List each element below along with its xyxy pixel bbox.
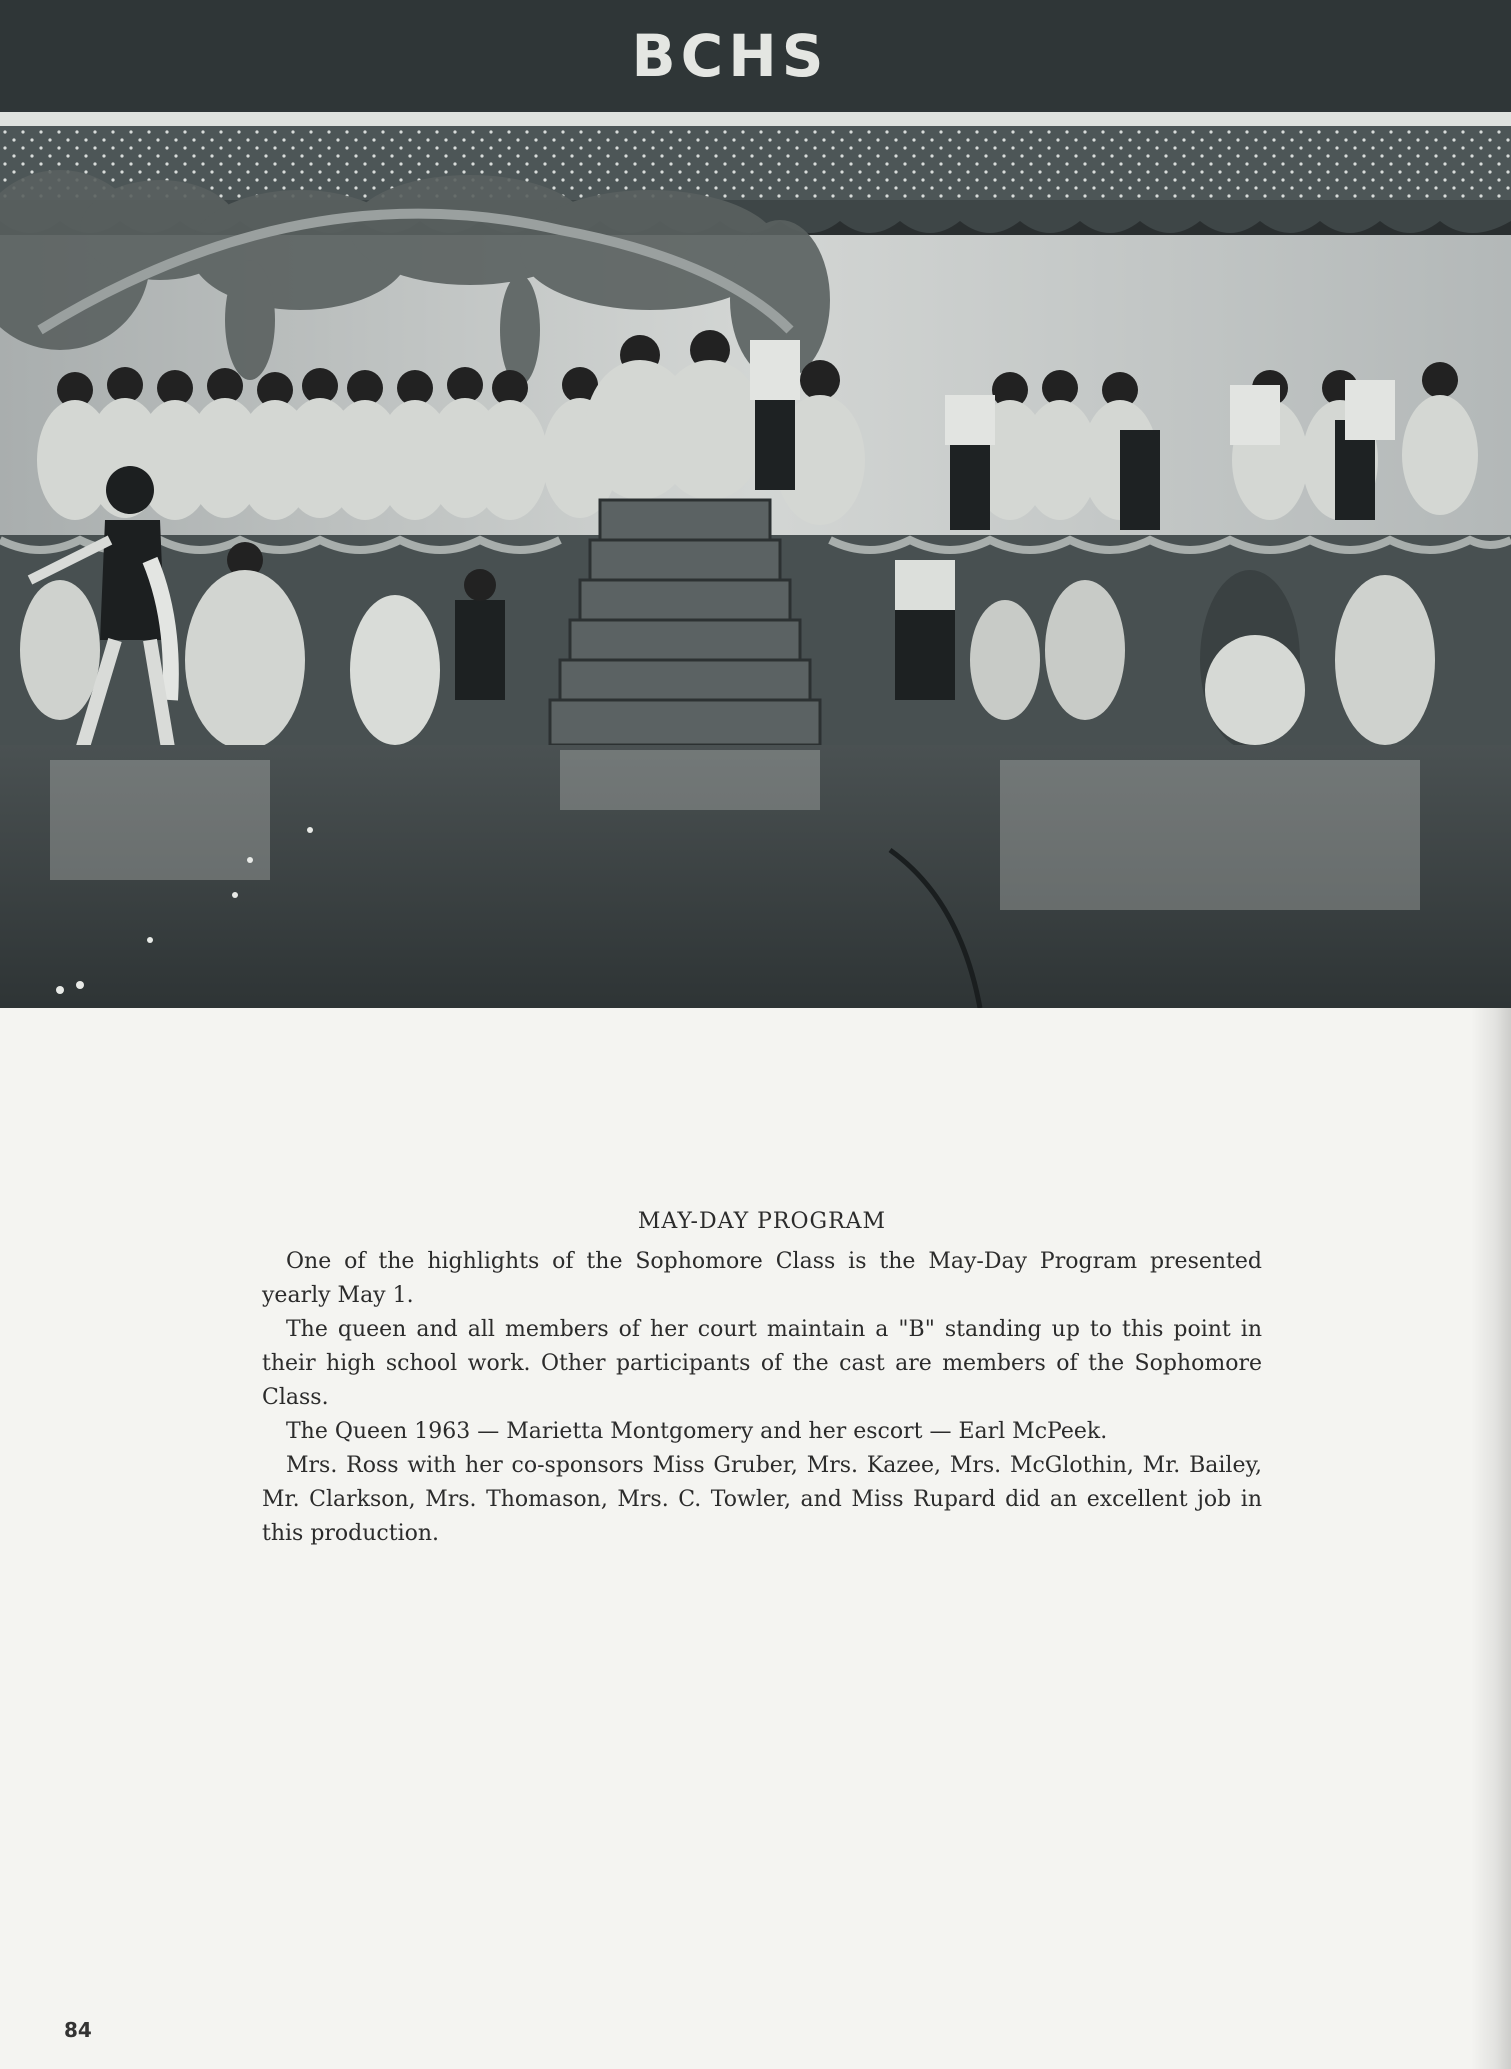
article-paragraph-3: The Queen 1963 — Marietta Montgomery and her escort — Earl McPeek. (286, 1419, 1108, 1444)
article-caption (262, 1205, 1262, 1551)
bchs-stage-sign: BCHS (631, 22, 829, 90)
article-paragraph-2: The queen and all members of her court maintain a "B" standing up to this point in their high school work. Other participants of the cast are members of the Sophomore Class. (262, 1317, 1262, 1410)
may-day-photo (0, 0, 1511, 1008)
photo-illustration (0, 0, 1511, 1008)
curtain-trim (0, 112, 1511, 128)
article-paragraph-1: One of the highlights of the Sophomore Class is the May-Day Program presented yearly May 1. (262, 1249, 1262, 1308)
article-paragraph-4: Mrs. Ross with her co-sponsors Miss Gruber, Mrs. Kazee, Mrs. McGlothin, Mr. Bailey, Mr. Clarkson, Mrs. Thomason, Mrs. C. Towler, and Miss Rupard did an excellent job in this production. (262, 1453, 1262, 1546)
page-number: 84 (64, 2018, 92, 2042)
article-title: MAY-DAY PROGRAM (637, 1209, 887, 1234)
